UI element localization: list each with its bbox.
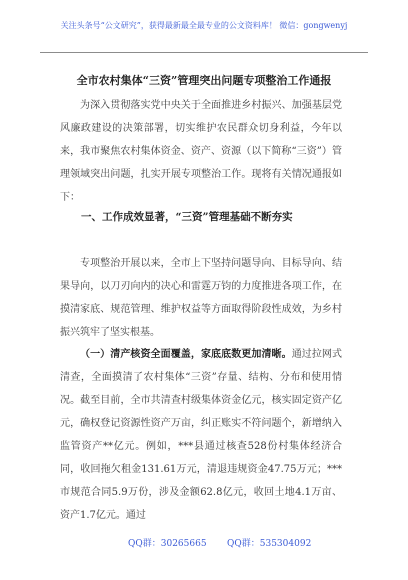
header-banner: 关注头条号“公文研究”，获得最新最全最专业的公文资料库！ 微信：gongwenyj (60, 21, 348, 30)
subsection-1-heading: （一）清产核资全面覆盖，家底底数更加清晰。 (80, 349, 292, 360)
footer-qq-group-1: QQ群：30265665 (128, 539, 207, 549)
footer-qq-group-2: QQ群：535304092 (227, 539, 312, 549)
section-1-paragraph: 专项整治开展以来，全市上下坚持问题导向、目标导向、结果导向，以刀刃向内的决心和雷霆万钧的力度推进各项工作，在摸清家底、规范管理、维护权益等方面取得阶段性成效，为乡村振兴筑牢了坚实根基。 (60, 258, 342, 338)
subsection-1-paragraph (60, 343, 342, 527)
intro-paragraph: 为深入贯彻落实党中央关于全面推进乡村振兴、加强基层党风廉政建设的决策部署，切实维护农民群众切身利益，今年以来，我市聚焦农村集体资金、资产、资源（以下简称“三资”）管理领域突出问题，扎实开展专项整治工作。现将有关情况通报如下： (60, 100, 342, 203)
section-1-heading: 一、工作成效显著，“三资”管理基础不断夯实 (81, 211, 293, 223)
document-title: 全市农村集体“三资”管理突出问题专项整治工作通报 (76, 74, 332, 87)
subsection-1-text: 通过拉网式清查，全面摸清了农村集体“三资”存量、结构、分布和使用情况。截至目前，全市共清查村级集体资金亿元，核实固定资产亿元，确权登记资源性资产万亩，纠正账实不符问题个，新增纳入监管资产**亿元。例如，***县通过核查528份村集体经济合同，收回拖欠租金131.61万元，清退违规资金47.75万元；***市规范合同5.9万份，涉及金额62.8亿元，收回土地4.1万亩、资产1.7亿元。通过 (60, 349, 343, 521)
header-divider (40, 52, 368, 53)
footer-contact (0, 536, 408, 552)
